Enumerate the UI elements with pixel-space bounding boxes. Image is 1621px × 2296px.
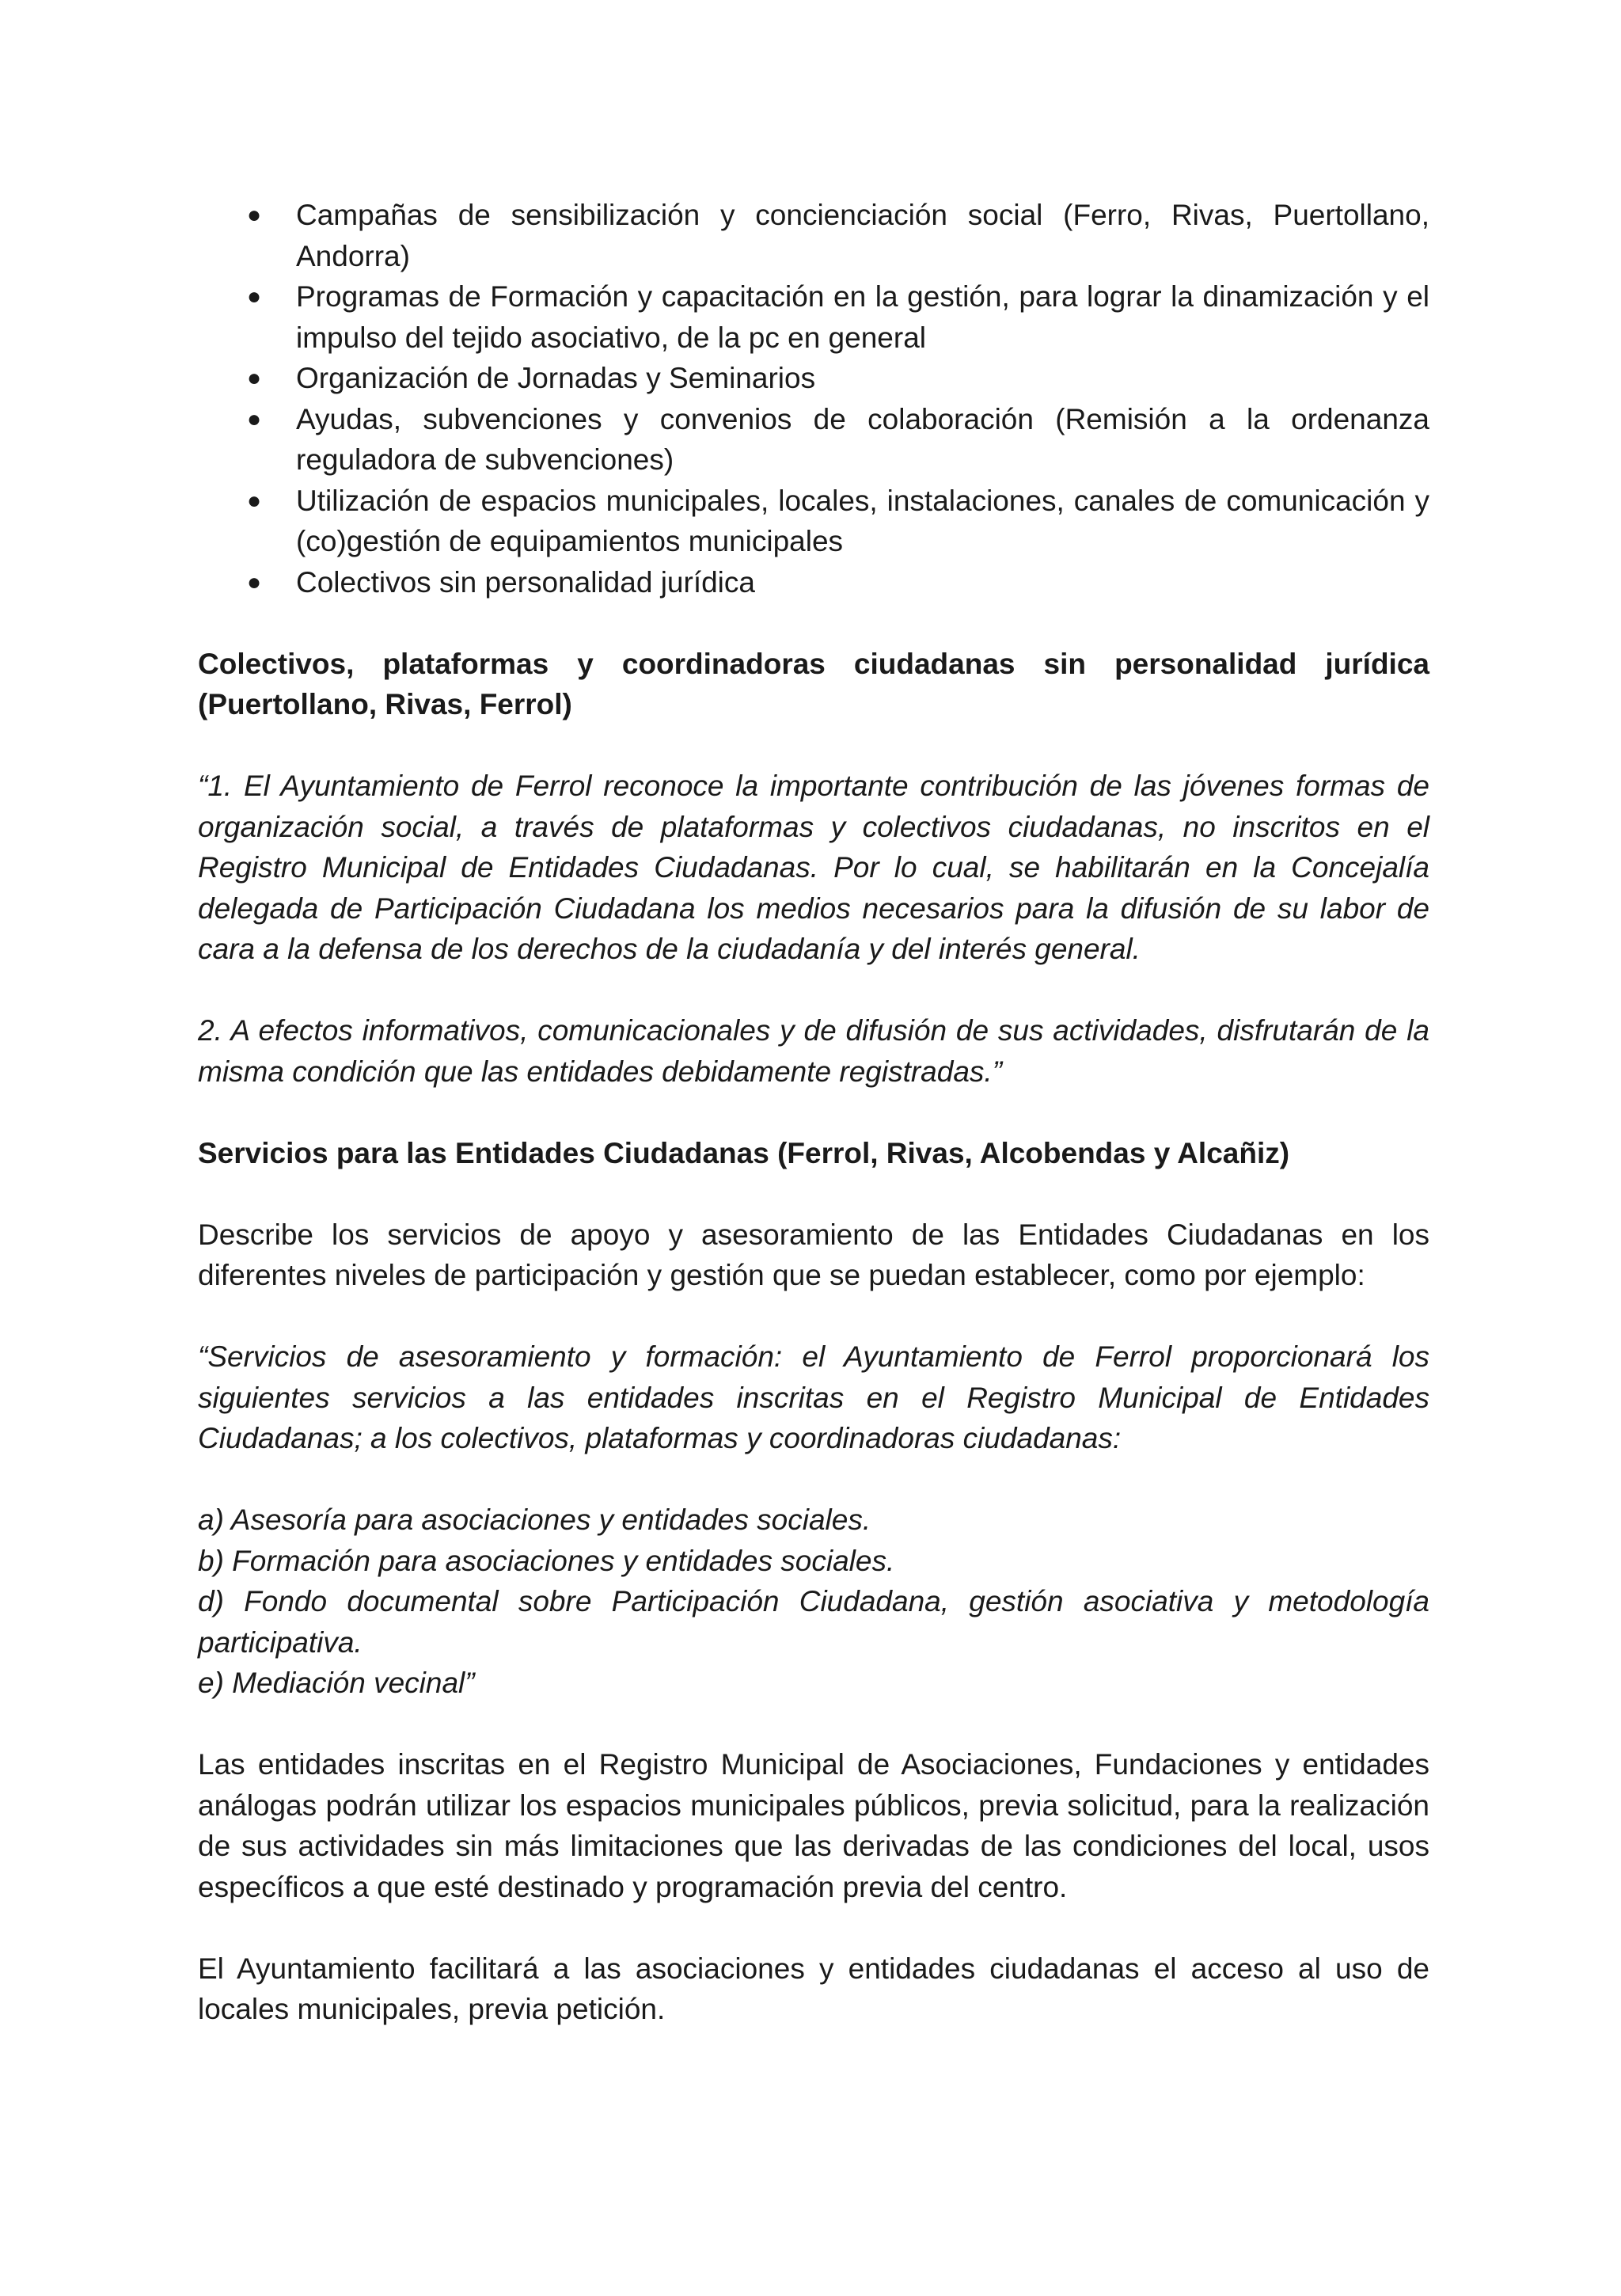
list-item (198, 276, 1429, 358)
list-item-text: Utilización de espacios municipales, locales, instalaciones, canales de comunicación y (co)gestión de equipamientos municipales (296, 484, 1429, 557)
spacer (198, 1296, 1429, 1337)
list-item-text: Campañas de sensibilización y concienciación social (Ferro, Rivas, Puertollano, Andorra) (296, 199, 1429, 272)
bullet-icon: ● (247, 487, 262, 514)
list-item (198, 358, 1429, 399)
paragraph-ayuntamiento: El Ayuntamiento facilitará a las asociaciones y entidades ciudadanas el acceso al uso de locales municipales, previa petición. (198, 1952, 1429, 2025)
spacer (198, 1459, 1429, 1500)
list-item (198, 562, 1429, 603)
service-item-d: d) Fondo documental sobre Participación Ciudadana, gestión asociativa y metodología participativa. (198, 1585, 1429, 1659)
service-item-e: e) Mediación vecinal” (198, 1667, 475, 1699)
bullet-icon: ● (247, 283, 262, 310)
bullet-icon: ● (247, 365, 262, 391)
paragraph-entidades: Las entidades inscritas en el Registro Municipal de Asociaciones, Fundaciones y entidades análogas podrán utilizar los espacios municipales públicos, previa solicitud, para la realización de sus actividades sin más limitaciones que las derivadas de las condiciones del local, usos específicos a que esté destinado y programación previa del centro. (198, 1748, 1429, 1903)
section-heading-colectivos: Colectivos, plataformas y coordinadoras ciudadanas sin personalidad jurídica (Puertollano, Rivas, Ferrol) (198, 647, 1429, 720)
list-item-text: Ayudas, subvenciones y convenios de colaboración (Remisión a la ordenanza reguladora de subvenciones) (296, 402, 1429, 476)
bullet-icon: ● (247, 568, 262, 595)
service-item-a: a) Asesoría para asociaciones y entidades sociales. (198, 1503, 871, 1536)
list-item-text: Colectivos sin personalidad jurídica (296, 565, 755, 599)
bullet-list (198, 195, 1429, 603)
spacer (198, 970, 1429, 1011)
spacer (198, 725, 1429, 766)
list-item-text: Organización de Jornadas y Seminarios (296, 362, 816, 394)
spacer (198, 1173, 1429, 1215)
list-item (198, 195, 1429, 276)
quote-intro-paragraph: “Servicios de asesoramiento y formación: el Ayuntamiento de Ferrol proporcionará los siguientes servicios a las entidades inscritas en el Registro Municipal de Entidades Ciudadanas; a los colectivos, plataformas y coordinadoras ciudadanas: (198, 1340, 1429, 1454)
quote-paragraph-2: 2. A efectos informativos, comunicacionales y de difusión de sus actividades, disfrutarán de la misma condición que las entidades debidamente registradas.” (198, 1014, 1429, 1088)
spacer (198, 1092, 1429, 1133)
spacer (198, 1704, 1429, 1745)
bullet-icon: ● (247, 202, 262, 228)
spacer (198, 1907, 1429, 1948)
intro-paragraph: Describe los servicios de apoyo y asesoramiento de las Entidades Ciudadanas en los diferentes niveles de participación y gestión que se puedan establecer, como por ejemplo: (198, 1218, 1429, 1291)
list-item-text: Programas de Formación y capacitación en la gestión, para lograr la dinamización y el impulso del tejido asociativo, de la pc en general (296, 280, 1429, 354)
document-content (198, 195, 1429, 2030)
section-heading-servicios: Servicios para las Entidades Ciudadanas (Ferrol, Rivas, Alcobendas y Alcañiz) (198, 1136, 1290, 1169)
list-item (198, 399, 1429, 481)
quote-paragraph-1: “1. El Ayuntamiento de Ferrol reconoce la importante contribución de las jóvenes formas de organización social, a través de plataformas y colectivos ciudadanas, no inscritos en el Registro Municipal de Entidades Ciudadanas. Por lo cual, se habilitarán en la Concejalía delegada de Participación Ciudadana los medios necesarios para la difusión de su labor de cara a la defensa de los derechos de la ciudadanía y del interés general. (198, 770, 1429, 965)
bullet-icon: ● (247, 405, 262, 432)
service-item-b: b) Formación para asociaciones y entidades sociales. (198, 1544, 895, 1577)
list-item (198, 481, 1429, 562)
spacer (198, 603, 1429, 644)
